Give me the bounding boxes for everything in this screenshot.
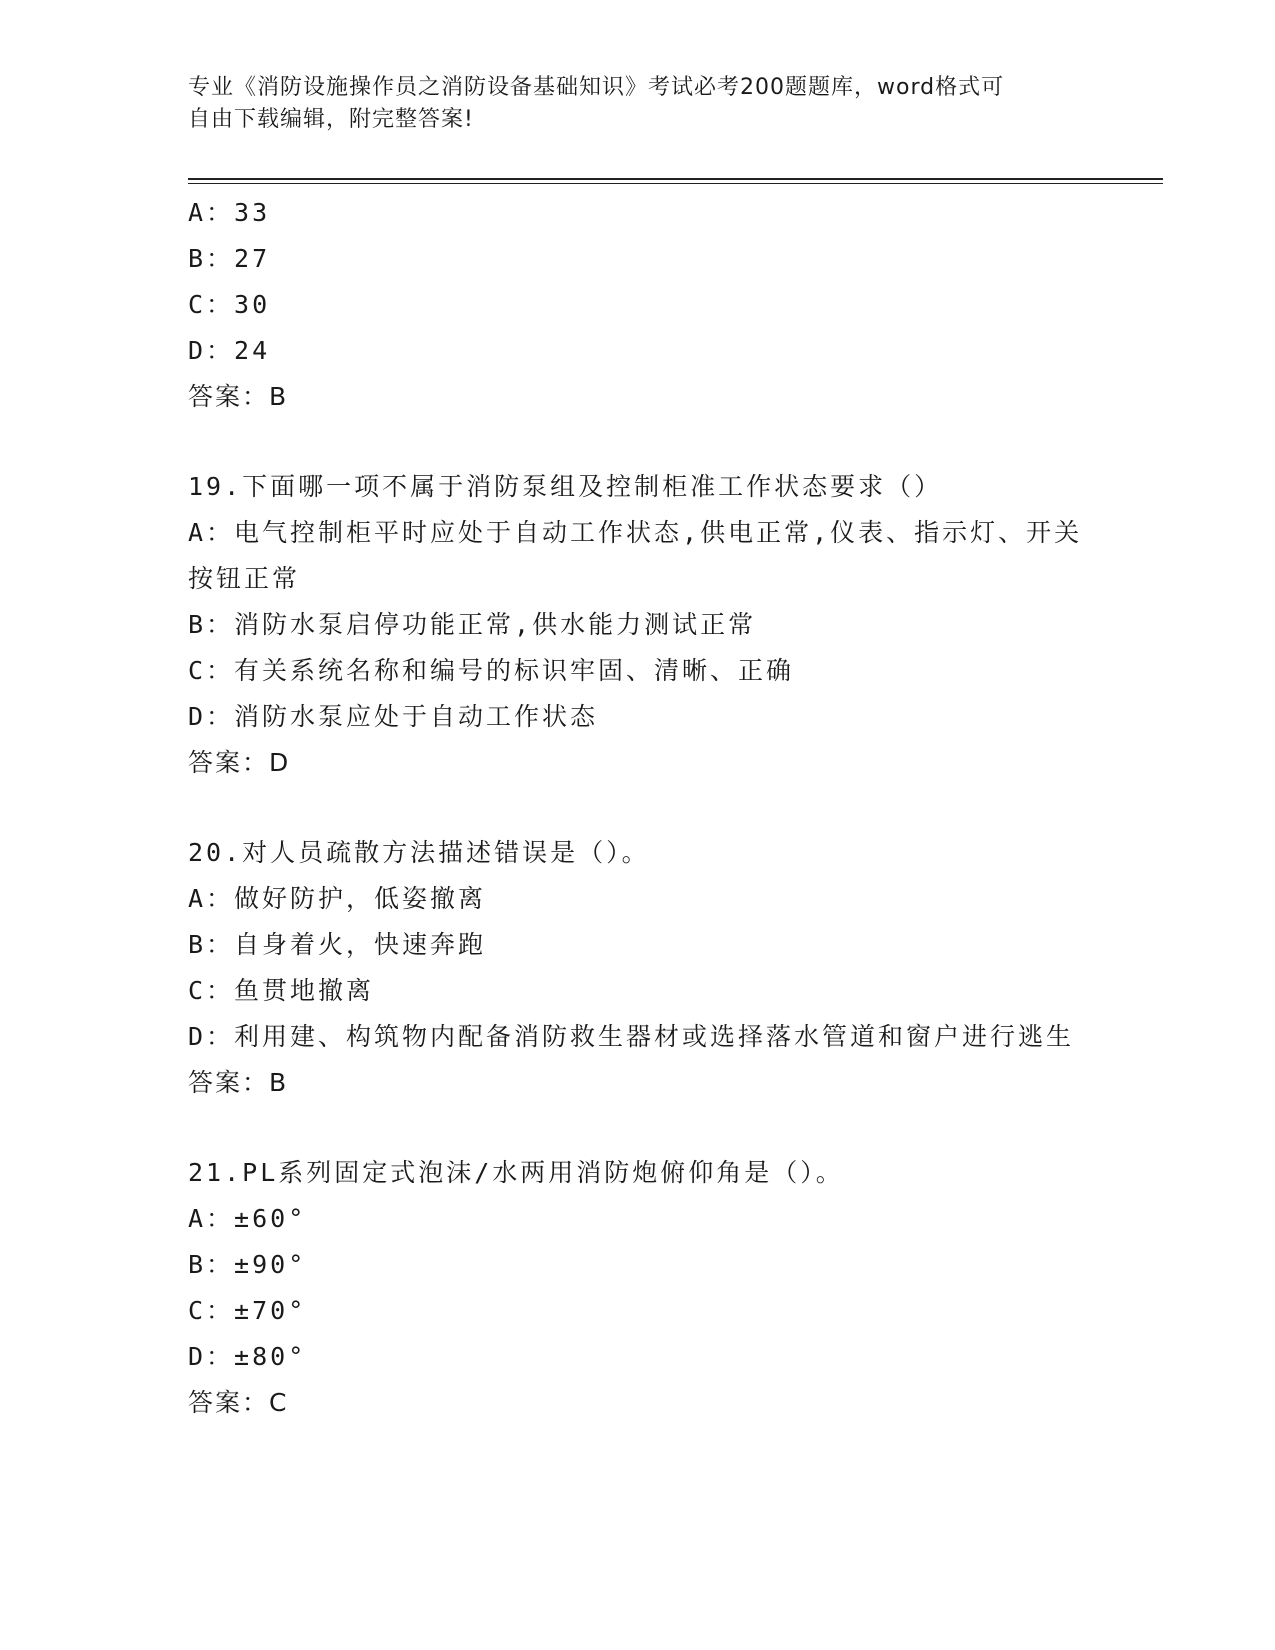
option-d: D：±80° xyxy=(188,1342,307,1371)
header-rule-thin xyxy=(188,183,1163,184)
document-header xyxy=(188,72,1088,136)
option-c: C：鱼贯地撤离 xyxy=(188,976,375,1005)
spacer xyxy=(188,1106,1088,1150)
spacer xyxy=(188,420,1088,464)
option-c: C：有关系统名称和编号的标识牢固、清晰、正确 xyxy=(188,656,795,685)
option-b: B：自身着火，快速奔跑 xyxy=(188,930,487,959)
option-a: A：电气控制柜平时应处于自动工作状态,供电正常,仪表、指示灯、开关按钮正常 xyxy=(188,518,1083,593)
question-21 xyxy=(188,1150,1088,1426)
header-title-line-1: 专业《消防设施操作员之消防设备基础知识》考试必考200题题库，word格式可 xyxy=(188,75,1005,100)
option-b: B：±90° xyxy=(188,1250,307,1279)
question-list xyxy=(188,190,1088,1426)
answer-line: 答案：D xyxy=(188,748,291,777)
option-c: C：±70° xyxy=(188,1296,307,1325)
option-a: A：做好防护，低姿撤离 xyxy=(188,884,487,913)
question-19 xyxy=(188,464,1088,786)
option-c: C：30 xyxy=(188,290,271,319)
answer-line: 答案：C xyxy=(188,1388,289,1417)
question-18 xyxy=(188,190,1088,420)
answer-line: 答案：B xyxy=(188,382,289,411)
question-text: 20.对人员疏散方法描述错误是（）。 xyxy=(188,838,650,867)
option-d: D：消防水泵应处于自动工作状态 xyxy=(188,702,599,731)
question-20 xyxy=(188,830,1088,1106)
option-d: D：利用建、构筑物内配备消防救生器材或选择落水管道和窗户进行逃生 xyxy=(188,1022,1075,1051)
header-rule-thick xyxy=(188,178,1163,180)
option-a: A：±60° xyxy=(188,1204,307,1233)
option-b: B：27 xyxy=(188,244,271,273)
question-text: 19.下面哪一项不属于消防泵组及控制柜准工作状态要求（） xyxy=(188,472,943,501)
option-b: B：消防水泵启停功能正常,供水能力测试正常 xyxy=(188,610,757,639)
question-text: 21.PL系列固定式泡沫/水两用消防炮俯仰角是（）。 xyxy=(188,1158,844,1187)
header-title-line-2: 自由下载编辑，附完整答案! xyxy=(188,107,474,132)
option-d: D：24 xyxy=(188,336,271,365)
answer-line: 答案：B xyxy=(188,1068,289,1097)
spacer xyxy=(188,786,1088,830)
option-a: A：33 xyxy=(188,198,271,227)
